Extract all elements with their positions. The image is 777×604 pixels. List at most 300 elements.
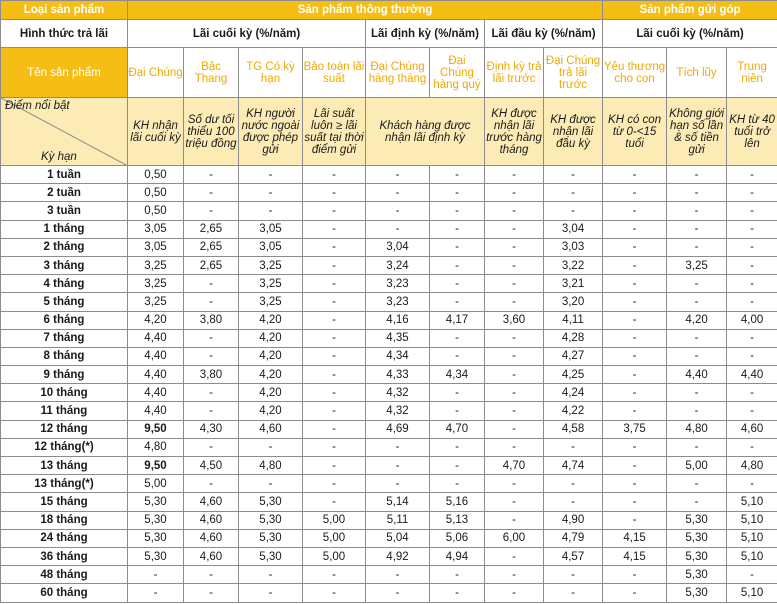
term-cell: 12 tháng(*) [1, 438, 128, 456]
table-row [1, 475, 777, 493]
rate-cell: 3,05 [128, 238, 184, 256]
rate-cell: - [239, 166, 303, 184]
rate-cell: 6,00 [485, 529, 544, 547]
term-label: Kỳ hạn [41, 151, 77, 163]
rate-cell: 9,50 [128, 420, 184, 438]
rate-cell: - [727, 347, 777, 365]
rate-cell: - [485, 166, 544, 184]
rate-cell: - [603, 238, 667, 256]
rate-cell: - [485, 438, 544, 456]
term-cell: 6 tháng [1, 311, 128, 329]
rate-cell: - [603, 275, 667, 293]
term-cell: 5 tháng [1, 293, 128, 311]
rate-cell: - [485, 293, 544, 311]
rate-cell: - [603, 438, 667, 456]
standard-products-header: Sản phẩm thông thường [128, 1, 603, 20]
rate-cell: 5,00 [303, 529, 366, 547]
rate-cell: - [485, 329, 544, 347]
rate-cell: 4,30 [184, 420, 239, 438]
rate-cell: - [303, 184, 366, 202]
rate-cell: - [603, 475, 667, 493]
rate-cell: 9,50 [128, 457, 184, 475]
rate-cell: - [366, 184, 430, 202]
rate-cell: 4,60 [184, 547, 239, 565]
rate-cell: 3,24 [366, 256, 430, 274]
term-cell: 1 tuần [1, 166, 128, 184]
rate-cell: - [603, 493, 667, 511]
rate-cell: - [667, 238, 727, 256]
rate-cell: - [727, 184, 777, 202]
rate-cell: 3,25 [128, 275, 184, 293]
rate-cell: 4,33 [366, 366, 430, 384]
rate-cell: 2,65 [184, 256, 239, 274]
rate-cell: - [184, 184, 239, 202]
rate-cell: 4,20 [239, 311, 303, 329]
rate-cell: - [603, 366, 667, 384]
term-cell: 9 tháng [1, 366, 128, 384]
rate-cell: 4,70 [485, 457, 544, 475]
table-row [1, 384, 777, 402]
rate-cell: 4,74 [544, 457, 603, 475]
rate-cell: - [303, 420, 366, 438]
rate-cell: 4,60 [727, 420, 777, 438]
rate-cell: - [603, 184, 667, 202]
term-cell: 3 tháng [1, 256, 128, 274]
rate-cell: 4,57 [544, 547, 603, 565]
table-row [1, 402, 777, 420]
product-name-6: Định kỳ trả lãi trước [485, 48, 544, 98]
rate-cell: 3,03 [544, 238, 603, 256]
rate-cell: 4,28 [544, 329, 603, 347]
rate-cell: - [485, 420, 544, 438]
rate-cell: 4,60 [184, 511, 239, 529]
rate-cell: - [184, 347, 239, 365]
product-highlight-6: KH được nhận lãi trước hàng tháng [485, 98, 544, 166]
product-highlight-9: Không giới hạn số lần & số tiền gửi [667, 98, 727, 166]
rate-cell: - [303, 438, 366, 456]
rate-cell: 4,40 [727, 366, 777, 384]
rate-cell: - [430, 184, 485, 202]
rate-cell: - [485, 238, 544, 256]
rate-cell: 4,69 [366, 420, 430, 438]
rate-cell: 5,04 [366, 529, 430, 547]
rate-cell: 4,40 [667, 366, 727, 384]
rate-cell: 4,80 [727, 457, 777, 475]
rate-cell: - [303, 475, 366, 493]
rate-cell: - [727, 329, 777, 347]
rate-cell: - [603, 256, 667, 274]
term-cell: 13 tháng [1, 457, 128, 475]
table-row [1, 547, 777, 565]
rate-cell: - [303, 402, 366, 420]
rate-cell: 3,80 [184, 366, 239, 384]
rate-cell: 4,80 [667, 420, 727, 438]
rate-cell: 5,11 [366, 511, 430, 529]
rate-cell: 4,92 [366, 547, 430, 565]
product-name-2: TG Có kỳ hạn [239, 48, 303, 98]
rate-cell: - [239, 584, 303, 602]
rate-cell: - [485, 566, 544, 584]
rate-cell: 3,25 [239, 256, 303, 274]
table-row [1, 529, 777, 547]
rate-cell: 5,00 [303, 511, 366, 529]
rate-cell: 5,30 [667, 584, 727, 602]
highlight-term-corner [1, 98, 128, 166]
rate-cell: - [603, 202, 667, 220]
rate-cell: - [727, 202, 777, 220]
product-highlight-0: KH nhận lãi cuối kỳ [128, 98, 184, 166]
rate-cell: 4,60 [239, 420, 303, 438]
rate-cell: 4,35 [366, 329, 430, 347]
rate-cell: - [184, 475, 239, 493]
rate-cell: - [430, 202, 485, 220]
rate-cell: - [485, 584, 544, 602]
rate-cell: - [727, 438, 777, 456]
rate-cell: 5,30 [239, 529, 303, 547]
term-cell: 7 tháng [1, 329, 128, 347]
rate-cell: - [430, 220, 485, 238]
rate-cell: 4,20 [239, 366, 303, 384]
rate-cell: - [727, 275, 777, 293]
table-row [1, 366, 777, 384]
rate-cell: - [544, 202, 603, 220]
rate-cell: 3,22 [544, 256, 603, 274]
rate-cell: - [430, 256, 485, 274]
term-cell: 24 tháng [1, 529, 128, 547]
term-cell: 8 tháng [1, 347, 128, 365]
rate-cell: 4,50 [184, 457, 239, 475]
rate-cell: 4,15 [603, 529, 667, 547]
rate-cell: - [303, 311, 366, 329]
rate-cell: - [430, 384, 485, 402]
rate-cell: - [366, 438, 430, 456]
rate-cell: - [485, 202, 544, 220]
rate-cell: - [603, 347, 667, 365]
rate-cell: 4,20 [239, 402, 303, 420]
pay-periodic-header: Lãi định kỳ (%/năm) [366, 20, 485, 48]
rate-cell: 5,30 [239, 493, 303, 511]
product-name-1: Bậc Thang [184, 48, 239, 98]
rate-cell: 3,75 [603, 420, 667, 438]
rate-cell: - [727, 293, 777, 311]
rate-cell: 4,90 [544, 511, 603, 529]
rate-cell: 5,00 [303, 547, 366, 565]
rate-cell: - [184, 329, 239, 347]
rate-cell: 0,50 [128, 184, 184, 202]
rate-cell: - [603, 511, 667, 529]
table-row [1, 438, 777, 456]
rate-cell: - [366, 566, 430, 584]
rate-cell: 4,24 [544, 384, 603, 402]
rate-cell: - [667, 293, 727, 311]
rate-cell: - [485, 493, 544, 511]
rate-cell: - [667, 275, 727, 293]
rate-cell: - [303, 366, 366, 384]
rate-cell: 3,05 [128, 220, 184, 238]
term-cell: 13 tháng(*) [1, 475, 128, 493]
rate-cell: 3,25 [239, 275, 303, 293]
table-row [1, 311, 777, 329]
table-row [1, 420, 777, 438]
product-name-8: Yêu thương cho con [603, 48, 667, 98]
rate-cell: - [603, 166, 667, 184]
rate-cell: - [184, 202, 239, 220]
term-cell: 4 tháng [1, 275, 128, 293]
product-highlight-8: KH có con từ 0-<15 tuổi [603, 98, 667, 166]
rate-cell: - [727, 402, 777, 420]
rate-cell: - [366, 202, 430, 220]
rate-cell: 4,60 [184, 493, 239, 511]
rate-cell: - [366, 584, 430, 602]
product-name-9: Tích lũy [667, 48, 727, 98]
rate-cell: - [485, 347, 544, 365]
table-row [1, 166, 777, 184]
rate-cell: - [727, 566, 777, 584]
rate-cell: - [485, 384, 544, 402]
rate-cell: - [727, 256, 777, 274]
rate-cell: - [303, 293, 366, 311]
product-name-7: Đại Chúng trả lãi trước [544, 48, 603, 98]
rate-cell: - [667, 184, 727, 202]
rate-cell: - [430, 329, 485, 347]
rate-cell: 3,25 [667, 256, 727, 274]
rate-cell: 4,25 [544, 366, 603, 384]
term-cell: 48 tháng [1, 566, 128, 584]
rate-cell: - [485, 547, 544, 565]
table-row [1, 256, 777, 274]
rate-cell: - [430, 438, 485, 456]
product-name-5: Đại Chúng hàng quý [430, 48, 485, 98]
rate-cell: - [727, 238, 777, 256]
rate-cell: - [128, 566, 184, 584]
rate-cell: 4,40 [128, 366, 184, 384]
term-cell: 2 tuần [1, 184, 128, 202]
rate-cell: - [184, 584, 239, 602]
rate-cell: - [667, 438, 727, 456]
table-row [1, 238, 777, 256]
term-cell: 2 tháng [1, 238, 128, 256]
rate-cell: 4,17 [430, 311, 485, 329]
product-name-10: Trung niên [727, 48, 777, 98]
rate-cell: - [303, 238, 366, 256]
term-cell: 15 tháng [1, 493, 128, 511]
rate-cell: 4,32 [366, 402, 430, 420]
rate-cell: - [430, 293, 485, 311]
rate-cell: 0,50 [128, 166, 184, 184]
pay-end-savings-header: Lãi cuối kỳ (%/năm) [603, 20, 777, 48]
rate-cell: - [667, 402, 727, 420]
product-highlight-10: KH từ 40 tuổi trở lên [727, 98, 777, 166]
rate-cell: - [603, 457, 667, 475]
rate-cell: - [303, 256, 366, 274]
term-cell: 12 tháng [1, 420, 128, 438]
rate-cell: - [485, 220, 544, 238]
rate-cell: - [239, 475, 303, 493]
term-cell: 11 tháng [1, 402, 128, 420]
rate-cell: 5,30 [128, 529, 184, 547]
rate-cell: - [303, 347, 366, 365]
rate-cell: 3,04 [366, 238, 430, 256]
table-row [1, 457, 777, 475]
rate-cell: 3,04 [544, 220, 603, 238]
rate-cell: - [430, 402, 485, 420]
rate-cell: - [603, 329, 667, 347]
pay-upfront-header: Lãi đầu kỳ (%/năm) [485, 20, 603, 48]
rate-cell: - [303, 566, 366, 584]
rate-cell: 4,79 [544, 529, 603, 547]
rate-cell: 0,50 [128, 202, 184, 220]
table-row [1, 184, 777, 202]
product-highlight-4: Khách hàng được nhận lãi định kỳ [366, 98, 485, 166]
rate-cell: - [239, 566, 303, 584]
rate-cell: - [485, 184, 544, 202]
rate-cell: - [603, 384, 667, 402]
rate-cell: - [485, 275, 544, 293]
rate-cell: 4,40 [128, 402, 184, 420]
rate-cell: - [430, 566, 485, 584]
rate-cell: - [303, 329, 366, 347]
rate-cell: - [430, 584, 485, 602]
rate-cell: 5,10 [727, 511, 777, 529]
product-name-0: Đại Chúng [128, 48, 184, 98]
table-row [1, 329, 777, 347]
savings-products-header: Sản phẩm gửi góp [603, 1, 777, 20]
rate-cell: 4,40 [128, 329, 184, 347]
rate-cell: 5,30 [667, 566, 727, 584]
rate-cell: 4,22 [544, 402, 603, 420]
rate-cell: - [366, 220, 430, 238]
rate-cell: 2,65 [184, 238, 239, 256]
rate-cell: 5,00 [128, 475, 184, 493]
rate-cell: 5,13 [430, 511, 485, 529]
table-row [1, 566, 777, 584]
table-row [1, 584, 777, 602]
product-type-label: Loại sản phẩm [1, 1, 128, 20]
product-name-3: Bảo toàn lãi suất [303, 48, 366, 98]
rate-cell: - [544, 493, 603, 511]
rate-cell: 3,05 [239, 238, 303, 256]
rate-cell: 3,05 [239, 220, 303, 238]
rate-cell: 5,30 [239, 547, 303, 565]
rate-cell: - [239, 184, 303, 202]
rate-cell: 4,20 [128, 311, 184, 329]
term-cell: 36 tháng [1, 547, 128, 565]
rate-cell: 3,23 [366, 275, 430, 293]
rate-cell: - [430, 238, 485, 256]
rate-cell: 4,58 [544, 420, 603, 438]
payment-form-label: Hình thức trả lãi [1, 20, 128, 48]
rate-cell: 4,34 [430, 366, 485, 384]
rate-cell: 5,10 [727, 584, 777, 602]
product-highlight-1: Số dư tối thiểu 100 triệu đồng [184, 98, 239, 166]
term-cell: 18 tháng [1, 511, 128, 529]
product-highlight-2: KH người nước ngoài được phép gửi [239, 98, 303, 166]
rate-cell: - [184, 293, 239, 311]
rate-cell: - [667, 347, 727, 365]
rate-cell: 4,94 [430, 547, 485, 565]
rate-cell: - [544, 475, 603, 493]
rate-cell: 5,30 [667, 529, 727, 547]
rate-cell: - [727, 166, 777, 184]
rate-cell: 2,65 [184, 220, 239, 238]
rate-cell: 5,00 [667, 457, 727, 475]
rate-cell: - [430, 347, 485, 365]
rate-cell: - [184, 384, 239, 402]
rate-cell: - [667, 475, 727, 493]
rate-cell: 4,15 [603, 547, 667, 565]
rate-cell: 5,14 [366, 493, 430, 511]
rate-cell: - [603, 566, 667, 584]
rate-cell: 3,25 [128, 293, 184, 311]
rate-cell: 4,27 [544, 347, 603, 365]
rate-cell: 4,11 [544, 311, 603, 329]
table-row [1, 511, 777, 529]
rate-cell: 4,20 [239, 384, 303, 402]
rate-cell: - [303, 220, 366, 238]
term-cell: 3 tuần [1, 202, 128, 220]
rate-cell: - [603, 311, 667, 329]
rate-cell: - [303, 202, 366, 220]
rate-cell: 4,80 [239, 457, 303, 475]
rate-cell: - [667, 220, 727, 238]
rate-cell: 4,40 [128, 384, 184, 402]
highlights-label: Điểm nổi bật [5, 100, 70, 112]
rate-cell: 5,30 [667, 511, 727, 529]
table-row [1, 347, 777, 365]
rate-cell: - [667, 166, 727, 184]
rate-cell: - [485, 511, 544, 529]
rate-cell: 5,10 [727, 493, 777, 511]
rate-cell: - [430, 275, 485, 293]
rate-cell: - [485, 366, 544, 384]
product-name-label: Tên sản phẩm [1, 48, 128, 98]
table-row [1, 275, 777, 293]
rate-cell: 4,20 [239, 329, 303, 347]
rate-cell: 3,25 [239, 293, 303, 311]
term-cell: 1 tháng [1, 220, 128, 238]
rate-cell: - [485, 475, 544, 493]
rate-cell: - [603, 402, 667, 420]
rate-cell: - [667, 384, 727, 402]
rate-cell: - [544, 566, 603, 584]
rate-cell: - [184, 566, 239, 584]
rate-cell: - [184, 166, 239, 184]
rate-cell: - [603, 293, 667, 311]
rate-cell: - [727, 220, 777, 238]
rate-cell: - [303, 457, 366, 475]
rate-cell: - [184, 402, 239, 420]
rate-cell: 3,23 [366, 293, 430, 311]
rate-cell: - [544, 438, 603, 456]
rate-cell: 5,06 [430, 529, 485, 547]
rate-cell: - [485, 256, 544, 274]
rate-cell: - [303, 584, 366, 602]
rate-cell: 4,16 [366, 311, 430, 329]
rate-cell: 5,30 [239, 511, 303, 529]
product-highlight-3: Lãi suất luôn ≥ lãi suất tại thời điểm gửi [303, 98, 366, 166]
rate-cell: - [303, 493, 366, 511]
rate-cell: - [366, 475, 430, 493]
rate-cell: - [544, 184, 603, 202]
rate-cell: - [603, 584, 667, 602]
rate-cell: - [667, 493, 727, 511]
rate-cell: 3,25 [128, 256, 184, 274]
rate-cell: - [128, 584, 184, 602]
rate-cell: - [727, 475, 777, 493]
rate-cell: 3,80 [184, 311, 239, 329]
rate-cell: 3,20 [544, 293, 603, 311]
rate-cell: 5,10 [727, 547, 777, 565]
